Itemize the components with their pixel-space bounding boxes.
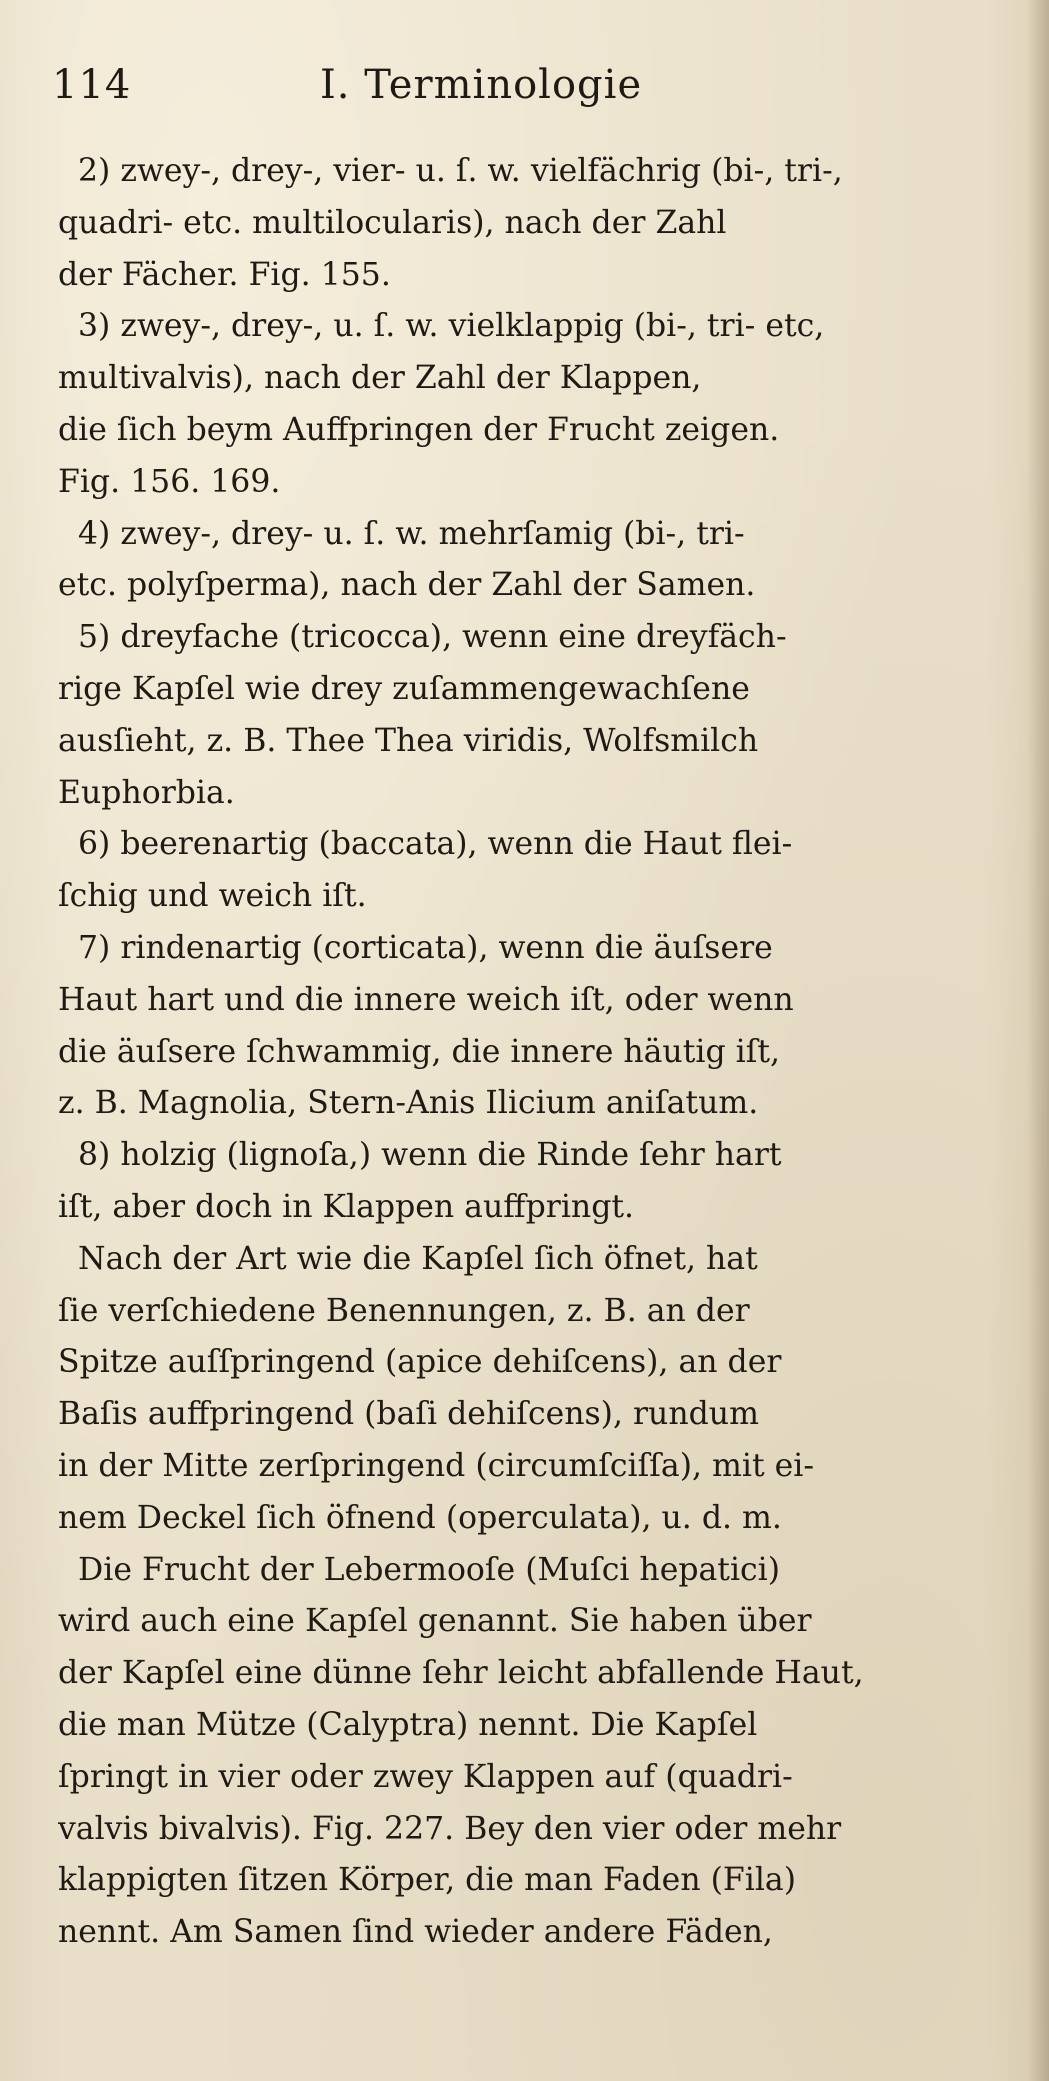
text-line: 7) rindenartig (corticata), wenn die äuſsere [78,929,773,966]
text-line: ſchig und weich iſt. [58,878,367,915]
text-line: ſpringt in vier oder zwey Klappen auf (quadri- [58,1758,793,1795]
text-line: Die Frucht der Lebermooſe (Muſci hepatici) [78,1551,781,1588]
page-edge-shadow [1027,0,1049,2081]
text-line: der Fächer. Fig. 155. [58,256,391,293]
page-number: 114 [52,62,132,108]
text-line: Spitze auſſpringend (apice dehiſcens), an der [58,1344,782,1381]
page-header [52,62,992,132]
text-line: Fig. 156. 169. [58,463,281,500]
text-line: etc. polyſperma), nach der Zahl der Samen. [58,567,756,604]
text-line: der Kapſel eine dünne ſehr leicht abfallende Haut, [58,1655,864,1692]
text-line: die man Mütze (Calyptra) nennt. Die Kapſel [58,1706,758,1743]
text-line: ausſieht, z. B. Thee Thea viridis, Wolfsmilch [58,722,759,759]
text-line: Euphorbia. [58,774,235,811]
running-title: I. Terminologie [320,62,643,108]
text-line: die äuſsere ſchwammig, die innere häutig iſt, [58,1033,781,1070]
text-line: 8) holzig (lignoſa,) wenn die Rinde ſehr hart [78,1137,782,1174]
text-line: 2) zwey-, drey-, vier- u. ſ. w. vielfächrig (bi-, tri-, [78,153,843,189]
text-line: in der Mitte zerſpringend (circumſciſſa), mit ei- [58,1447,814,1484]
text-line: multivalvis), nach der Zahl der Klappen, [58,360,702,397]
text-line: Baſis auffpringend (baſi dehiſcens), rundum [58,1396,759,1433]
text-line: 5) dreyfache (tricocca), wenn eine dreyfäch- [78,619,787,656]
text-line: klappigten ſitzen Körper, die man Faden (Fila) [58,1862,796,1899]
text-line: 6) beerenartig (baccata), wenn die Haut flei- [78,826,793,863]
text-line: wird auch eine Kapſel genannt. Sie haben über [58,1603,812,1640]
text-line: quadri- etc. multilocularis), nach der Zahl [58,204,727,241]
text-line: Haut hart und die innere weich iſt, oder wenn [58,981,794,1018]
text-line: iſt, aber doch in Klappen auffpringt. [58,1188,635,1225]
text-line: 4) zwey-, drey- u. ſ. w. mehrſamig (bi-, tri- [78,515,745,552]
text-line: z. B. Magnolia, Stern-Anis Ilicium aniſatum. [58,1085,759,1122]
text-line: Nach der Art wie die Kapſel ſich öfnet, hat [78,1240,758,1277]
body-text [58,146,1018,1959]
text-line: rige Kapſel wie drey zuſammengewachſene [58,670,750,707]
text-line: nem Deckel ſich öfnend (operculata), u. d. m. [58,1499,782,1536]
text-line: nennt. Am Samen ſind wieder andere Fäden, [58,1914,773,1951]
text-line: ſie verſchiedene Benennungen, z. B. an der [58,1292,750,1329]
text-line: die ſich beym Auffpringen der Frucht zeigen. [58,411,780,448]
text-line: 3) zwey-, drey-, u. ſ. w. vielklappig (bi-, tri- etc, [78,308,825,345]
text-line: valvis bivalvis). Fig. 227. Bey den vier oder mehr [58,1810,842,1847]
